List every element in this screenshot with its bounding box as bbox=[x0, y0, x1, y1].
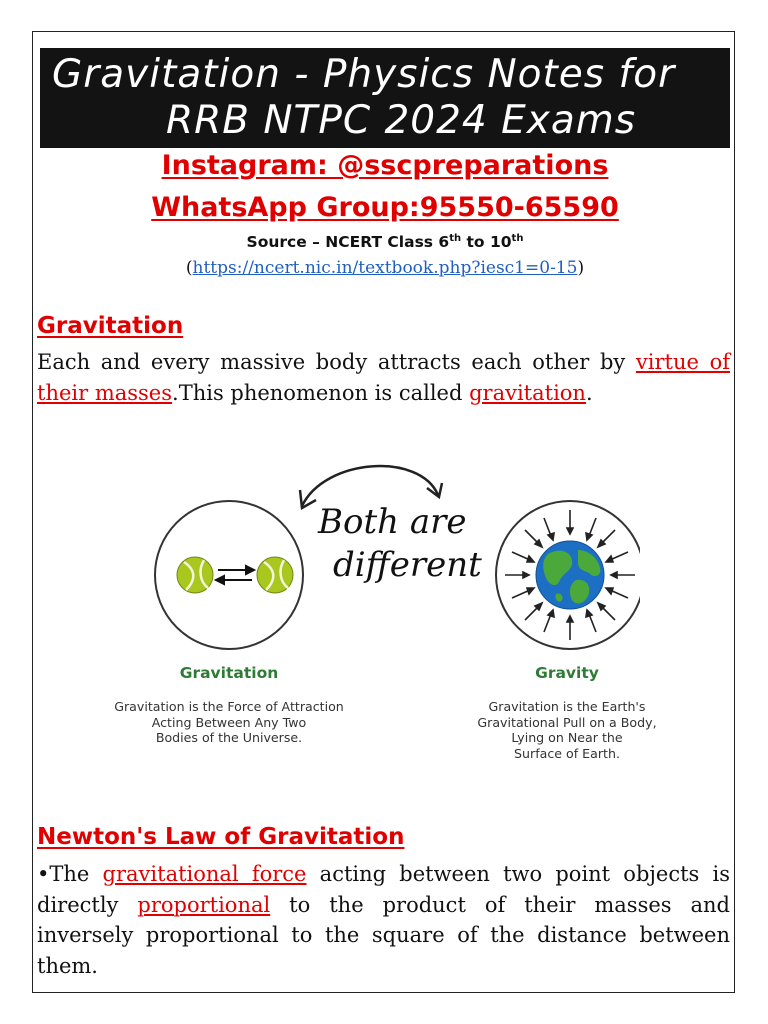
curved-double-arrow bbox=[302, 466, 438, 506]
whatsapp-group[interactable]: WhatsApp Group:95550-65590 bbox=[151, 192, 619, 223]
gravity-caption-description: Gravitation is the Earth's Gravitational Pull on a Body, Lying on Near the Surface of Earth. bbox=[477, 699, 657, 761]
handwritten-note-line1: Both are bbox=[318, 502, 467, 542]
source-line: Source – NCERT Class 6th to 10th bbox=[246, 233, 524, 252]
highlight-virtue-of-masses: virtue of their masses bbox=[37, 350, 730, 405]
gravitation-caption-description: Gravitation is the Force of Attraction Acting Between Any Two Bodies of the Universe. bbox=[114, 699, 344, 745]
ncert-link[interactable]: https://ncert.nic.in/textbook.php?iesc1=0-15 bbox=[192, 258, 578, 278]
source-link-line: (https://ncert.nic.in/textbook.php?iesc1=0-15) bbox=[185, 258, 585, 278]
highlight-gravitation: gravitation bbox=[469, 380, 586, 405]
newtons-law-heading: Newton's Law of Gravitation bbox=[37, 824, 405, 850]
instagram-handle[interactable]: Instagram: @sscpreparations bbox=[161, 150, 609, 181]
gravitation-heading: Gravitation bbox=[37, 313, 184, 339]
arrowhead-left bbox=[300, 490, 316, 508]
newtons-law-statement: •The gravitational force acting between two point objects is directly proportional to the product of their masses and inversely proportional to the square of the distance between them. bbox=[37, 862, 731, 978]
earth-globe-icon bbox=[536, 541, 604, 609]
handwritten-note-line2: different bbox=[333, 545, 482, 585]
gravitation-definition: Each and every massive body attracts each other by virtue of their masses.This phenomenon is called gravitation. bbox=[37, 350, 730, 405]
bullet-point: • bbox=[37, 862, 50, 886]
highlight-gravitational-force: gravitational force bbox=[102, 862, 307, 886]
title-banner bbox=[40, 48, 730, 148]
banner-title-line2: RRB NTPC 2024 Exams bbox=[166, 98, 637, 143]
tennis-ball-left-icon bbox=[177, 557, 213, 593]
highlight-proportional: proportional bbox=[137, 892, 271, 917]
tennis-ball-right-icon bbox=[257, 557, 293, 593]
gravitation-caption-title: Gravitation bbox=[179, 664, 279, 682]
gravity-caption-title: Gravity bbox=[535, 664, 599, 682]
banner-title-line1: Gravitation - Physics Notes for bbox=[52, 52, 676, 97]
